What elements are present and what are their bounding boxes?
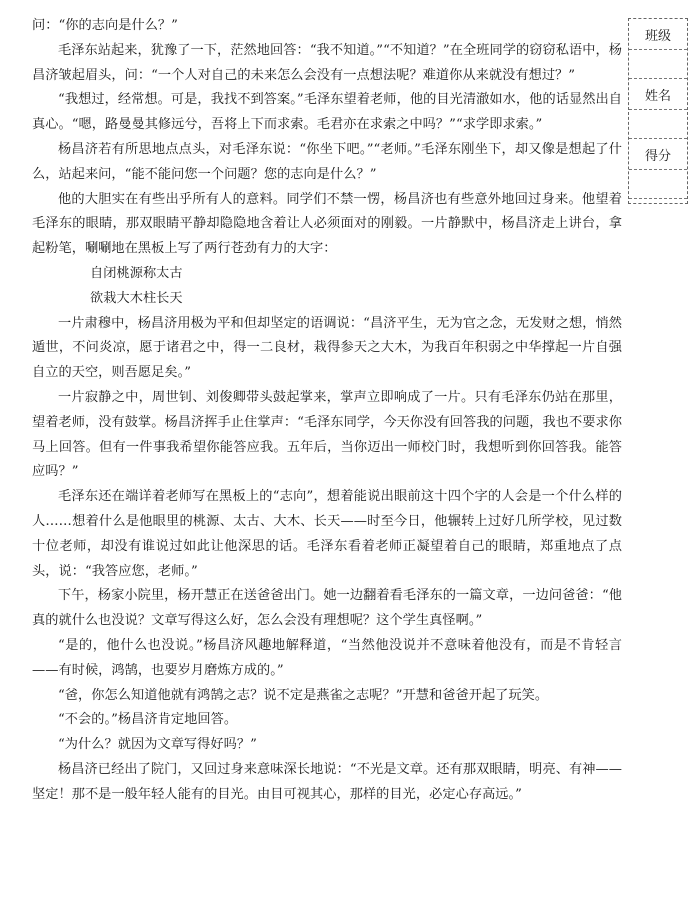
paragraph: 他的大胆实在有些出乎所有人的意料。同学们不禁一愣，杨昌济也有些意外地回过身来。他望着毛泽东的眼睛，那双眼睛平静却隐隐地含着让人必须面对的刚毅。一片静默中，杨昌济走上讲台，拿起粉笔，唰唰地在黑板上写了两行苍劲有力的大字： (32, 191, 622, 257)
paragraph: “爸，你怎么知道他就有鸿鹄之志？说不定是燕雀之志呢？”开慧和爸爸开起了玩笑。 (58, 687, 549, 703)
score-label: 得分 (644, 148, 671, 164)
poem-line: 自闭桃源称太古 (90, 265, 183, 281)
paragraph: “是的，他什么也没说。”杨昌济风趣地解释道，“当然他没说并不意味着他没有，而是不肯轻言——有时候，鸿鹄，也要岁月磨炼方成的。” (32, 637, 622, 678)
paragraph: 问：“你的志向是什么？” (32, 18, 178, 33)
reading-passage (32, 14, 622, 808)
class-label: 班级 (644, 28, 671, 44)
paragraph: 杨昌济若有所思地点点头，对毛泽东说：“你坐下吧。”“老师。”毛泽东刚坐下，却又像是想起了什么，站起来问，“能不能问您一个问题？您的志向是什么？” (32, 141, 622, 182)
paragraph: 一片寂静之中，周世钊、刘俊卿带头鼓起掌来，掌声立即响成了一片。只有毛泽东仍站在那里，望着老师，没有鼓掌。杨昌济挥手止住掌声：“毛泽东同学，今天你没有回答我的问题，我也不要求你马上回答。但有一件事我希望你能答应我。五年后，当你迈出一师校门时，我想听到你回答我。能答应吗？” (32, 389, 622, 480)
poem-line: 欲栽大木柱长天 (90, 290, 183, 306)
paragraph: “不会的。”杨昌济肯定地回答。 (58, 712, 238, 728)
paragraph: “为什么？就因为文章写得好吗？” (58, 737, 257, 753)
paragraph: “我想过，经常想。可是，我找不到答案。”毛泽东望着老师，他的目光清澈如水，他的话显然出自真心。“嗯，路曼曼其修远兮，吾将上下而求索。毛君亦在求索之中吗？”“求学即求索。” (32, 92, 622, 133)
paragraph: 毛泽东还在端详着老师写在黑板上的“志向”，想着能说出眼前这十四个字的人会是一个什么样的人……想着什么是他眼里的桃源、太古、大木、长天——时至今日，他辗转上过好几所学校，见过数十位老师，却没有谁说过如此让他深思的话。毛泽东看着老师正凝望着自己的眼睛，郑重地点了点头，说：“我答应您，老师。” (32, 489, 622, 579)
class-field[interactable] (629, 49, 687, 79)
paragraph: 杨昌济已经出了院门，又回过身来意味深长地说：“不光是文章。还有那双眼睛，明亮、有神——坚定！那不是一般年轻人能有的目光。由目可视其心，那样的目光，必定心存高远。” (32, 761, 622, 802)
paragraph: 下午，杨家小院里，杨开慧正在送爸爸出门。她一边翻着看毛泽东的一篇文章，一边问爸爸：“他真的就什么也没说？文章写得这么好，怎么会没有理想呢？这个学生真怪啊。” (32, 588, 622, 629)
paragraph: 毛泽东站起来，犹豫了一下，茫然地回答：“我不知道。”“不知道？”在全班同学的窃窃私语中，杨昌济皱起眉头，问：“一个人对自己的未来怎么会没有一点想法呢？难道你从来就没有想过？” (32, 42, 622, 83)
paragraph: 一片肃穆中，杨昌济用极为平和但却坚定的语调说：“昌济平生，无为官之念，无发财之想，悄然遁世，不问炎凉，愿于诸君之中，得一二良材，栽得参天之大木，为我百年积弱之中华撑起一片自强自立的天空，则吾愿足矣。” (32, 315, 622, 381)
student-info-box (628, 18, 688, 204)
name-field[interactable] (629, 109, 687, 139)
score-field[interactable] (629, 169, 687, 199)
name-label: 姓名 (644, 88, 671, 104)
